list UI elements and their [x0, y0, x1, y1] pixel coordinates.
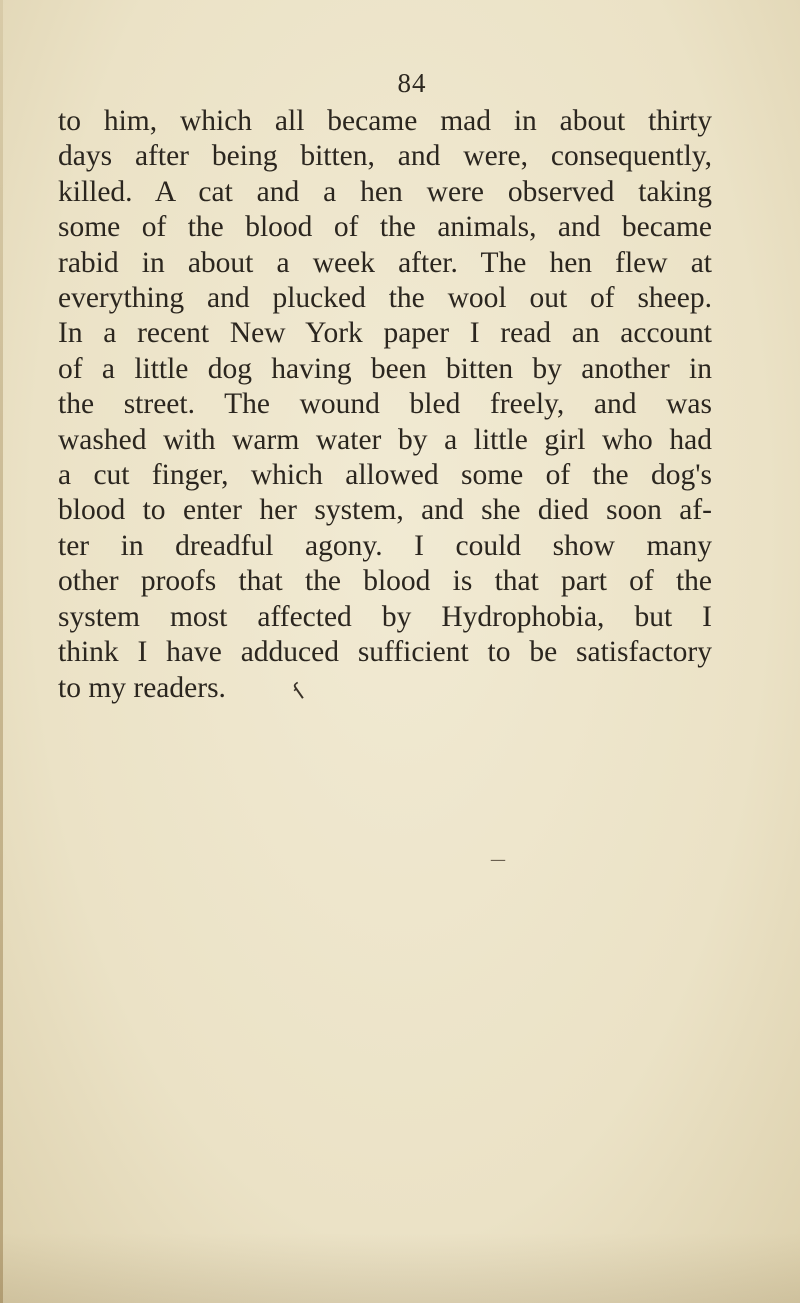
text-line: a cut finger, which allowed some of the dog's: [58, 459, 712, 492]
text-line: some of the blood of the animals, and became: [58, 211, 712, 244]
text-line: system most affected by Hydrophobia, but I: [58, 600, 712, 633]
text-line: blood to enter her system, and she died soon af-: [58, 494, 712, 527]
ink-speck: —: [490, 850, 506, 869]
text-line: the street. The wound bled freely, and was: [58, 388, 712, 421]
page-number: 84: [397, 68, 427, 98]
text-line: rabid in about a week after. The hen flew at: [58, 246, 712, 279]
page-stain: [0, 1233, 800, 1303]
ink-speck: ſ: [289, 680, 310, 706]
text-line: washed with warm water by a little girl who had: [58, 423, 712, 456]
text-line: ter in dreadful agony. I could show many: [58, 529, 712, 562]
text-line: In a recent New York paper I read an account: [58, 317, 712, 350]
text-line: killed. A cat and a hen were observed taking: [58, 175, 712, 208]
text-line: think I have adduced sufficient to be satisfactory: [58, 636, 712, 669]
text-line: other proofs that the blood is that part of the: [58, 565, 712, 598]
body-paragraph: [58, 104, 712, 706]
text-line: everything and plucked the wool out of sheep.: [58, 282, 712, 315]
text-line: to my readers.: [58, 671, 226, 704]
text-line: of a little dog having been bitten by another in: [58, 352, 712, 385]
text-line: days after being bitten, and were, consequently,: [58, 140, 712, 173]
page-edge: [0, 0, 3, 1303]
text-line: to him, which all became mad in about thirty: [58, 105, 712, 137]
